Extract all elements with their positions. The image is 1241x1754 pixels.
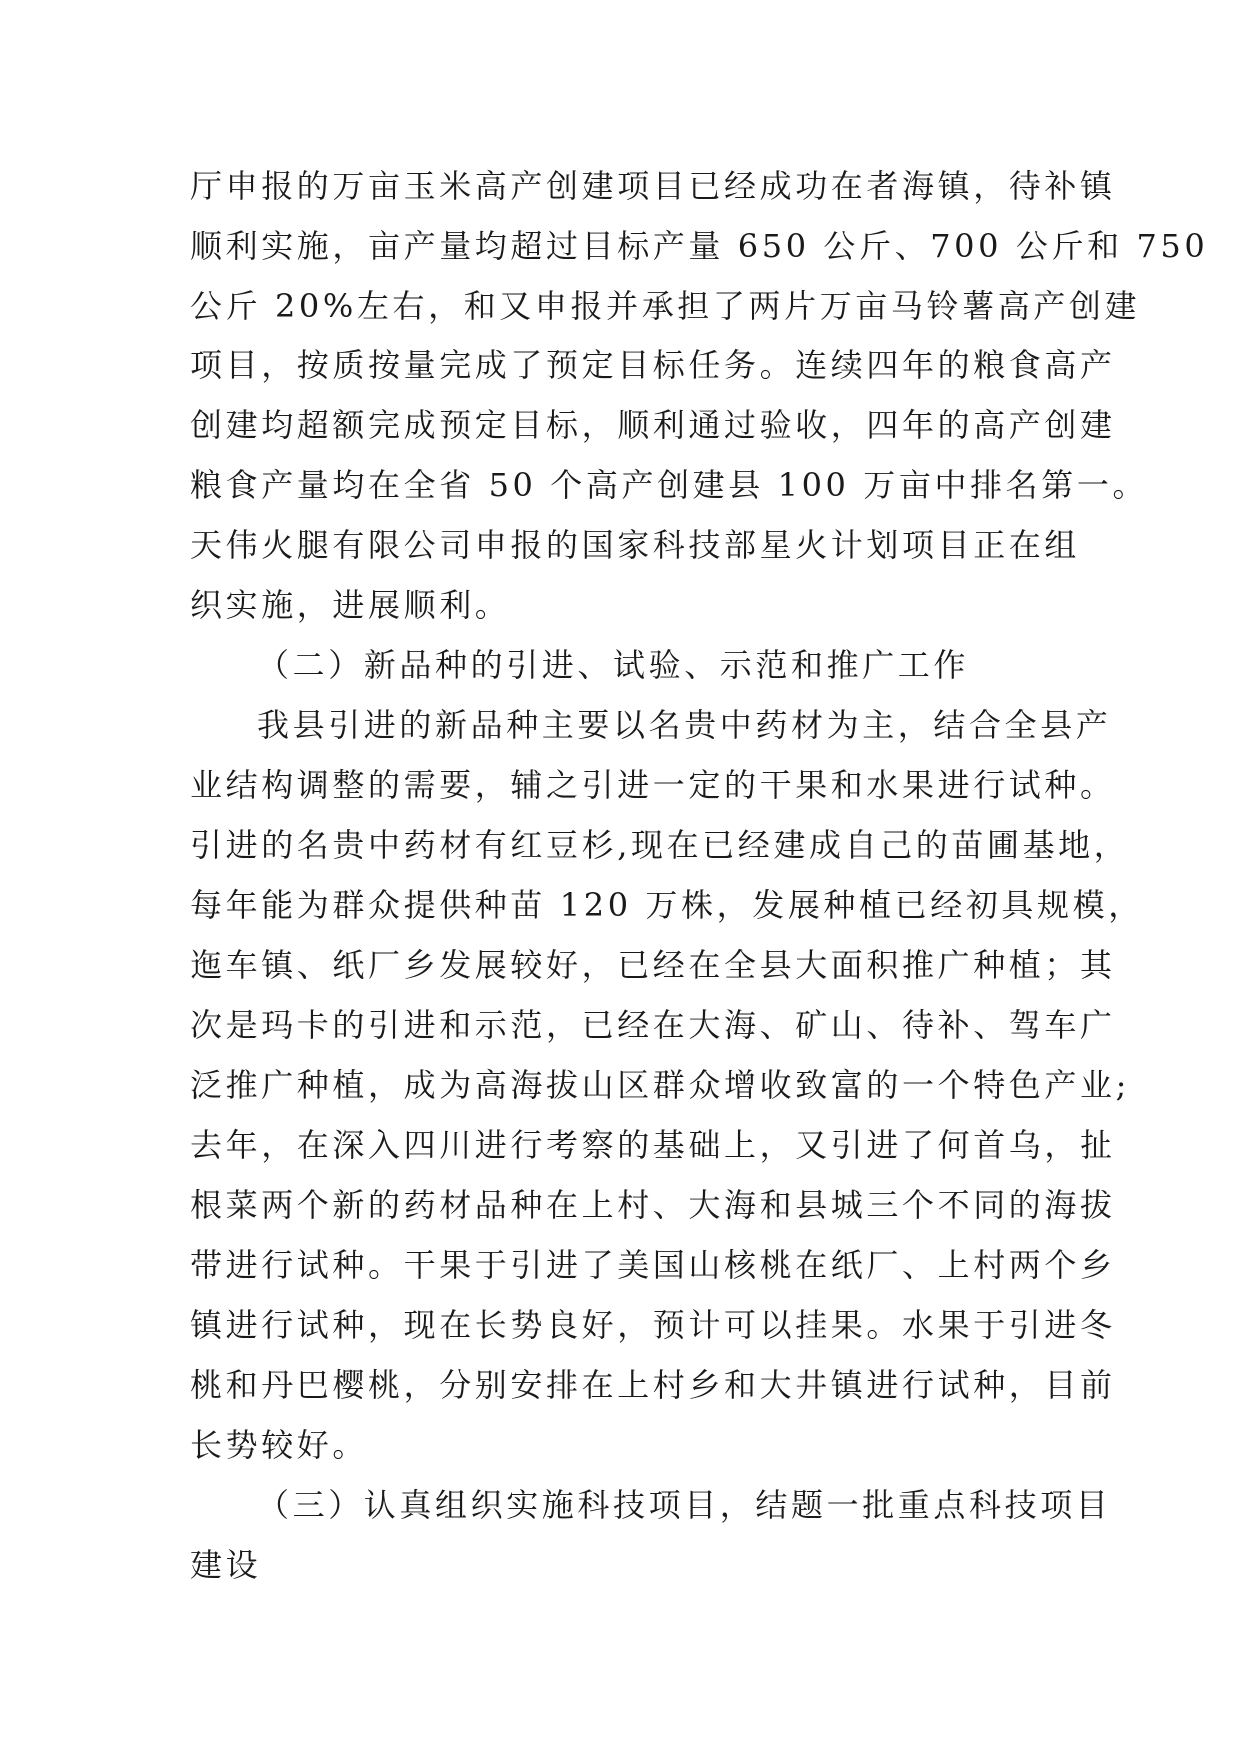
body-text-line: 织实施，进展顺利。 — [190, 586, 511, 624]
body-text-line: 厅申报的万亩玉米高产创建项目已经成功在者海镇，待补镇 — [190, 167, 1116, 205]
body-text-line: 带进行试种。干果于引进了美国山核桃在纸厂、上村两个乡 — [190, 1246, 1116, 1284]
body-text-line: 镇进行试种，现在长势良好，预计可以挂果。水果于引进冬 — [190, 1306, 1116, 1344]
body-text-line: 天伟火腿有限公司申报的国家科技部星火计划项目正在组 — [190, 526, 1081, 564]
body-text-line: 业结构调整的需要，辅之引进一定的干果和水果进行试种。 — [190, 766, 1116, 804]
body-text-line: 去年，在深入四川进行考察的基础上，又引进了何首乌，扯 — [190, 1126, 1116, 1164]
body-text-line: 公斤 20%左右，和又申报并承担了两片万亩马铃薯高产创建 — [190, 287, 1141, 325]
section-heading: （二）新品种的引进、试验、示范和推广工作 — [257, 646, 970, 684]
body-text-line: 引进的名贵中药材有红豆杉,现在已经建成自己的苗圃基地， — [190, 826, 1130, 864]
body-text-line: 泛推广种植，成为高海拔山区群众增收致富的一个特色产业; — [190, 1066, 1130, 1104]
body-text-line: 长势较好。 — [190, 1426, 369, 1464]
body-text-line: 项目，按质按量完成了预定目标任务。连续四年的粮食高产 — [190, 346, 1116, 384]
body-text-line: 次是玛卡的引进和示范，已经在大海、矿山、待补、驾车广 — [190, 1006, 1116, 1044]
body-text-line: 根菜两个新的药材品种在上村、大海和县城三个不同的海拔 — [190, 1186, 1116, 1224]
section-heading: （三）认真组织实施科技项目，结题一批重点科技项目 — [257, 1486, 1112, 1524]
body-text-line: 桃和丹巴樱桃，分别安排在上村乡和大井镇进行试种，目前 — [190, 1366, 1116, 1404]
body-text-line: 顺利实施，亩产量均超过目标产量 650 公斤、700 公斤和 750 — [190, 227, 1209, 265]
body-text-line: 粮食产量均在全省 50 个高产创建县 100 万亩中排名第一。 — [190, 466, 1149, 504]
paragraph-first-line: 我县引进的新品种主要以名贵中药材为主，结合全县产 — [257, 706, 1112, 744]
body-text-line: 每年能为群众提供种苗 120 万株，发展种植已经初具规模， — [190, 886, 1144, 924]
body-text-line: 创建均超额完成预定目标，顺利通过验收，四年的高产创建 — [190, 406, 1116, 444]
body-text-line: 迤车镇、纸厂乡发展较好，已经在全县大面积推广种植；其 — [190, 946, 1116, 984]
body-text-line: 建设 — [190, 1546, 262, 1584]
